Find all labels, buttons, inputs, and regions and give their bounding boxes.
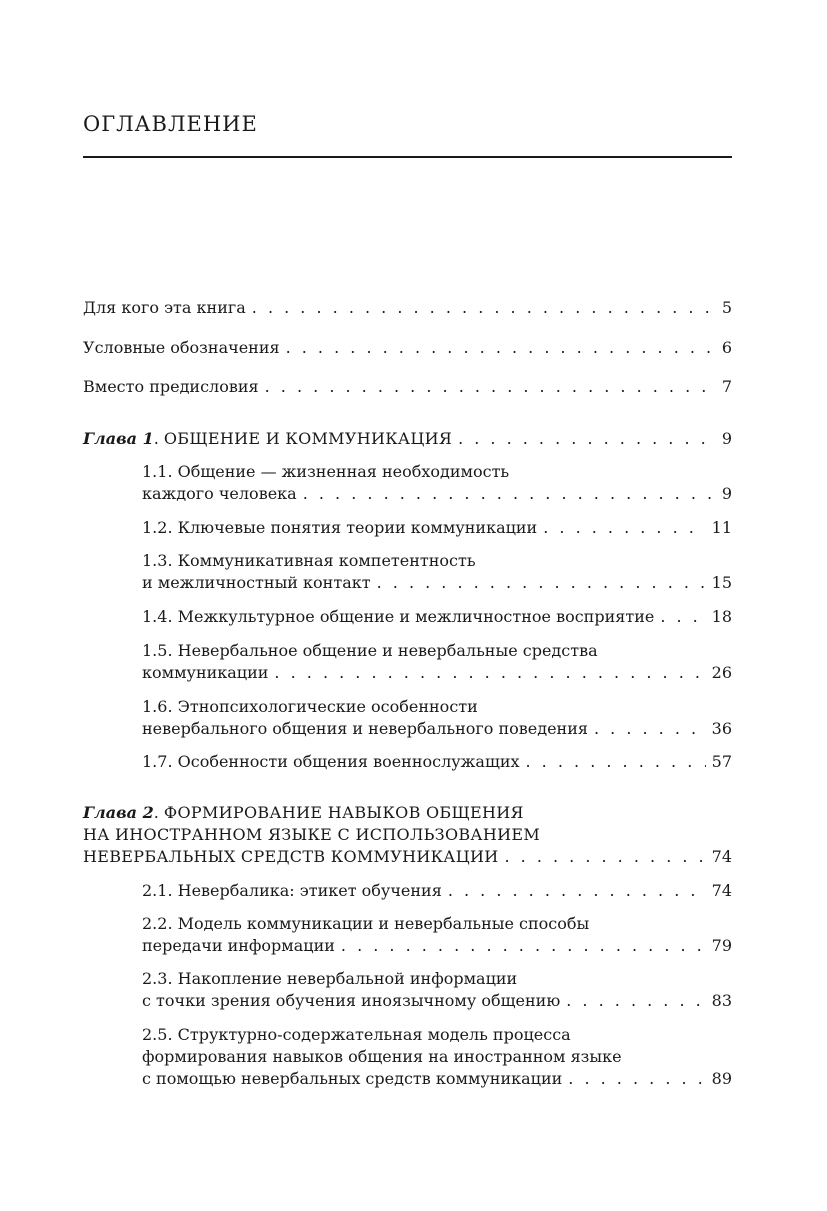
toc-entry-title: Условные обозначения — [83, 338, 280, 357]
toc-entry-page: 5 — [721, 298, 732, 317]
toc-entry-page: 79 — [711, 936, 732, 955]
chapter-title: ФОРМИРОВАНИЕ НАВЫКОВ ОБЩЕНИЯ — [163, 803, 524, 822]
toc-section-2-1[interactable] — [142, 880, 732, 902]
section-title-line: 1.3. Коммуникативная компетентность — [142, 551, 476, 570]
toc-entry-page: 74 — [711, 847, 732, 866]
dot-leader — [568, 1068, 705, 1090]
title-rule — [83, 156, 732, 158]
toc-entry-page: 74 — [711, 881, 732, 900]
toc-section-1-6[interactable] — [142, 696, 732, 740]
page-title: ОГЛАВЛЕНИЕ — [83, 112, 258, 136]
toc-section-1-7[interactable] — [142, 751, 732, 773]
toc-entry-front[interactable] — [83, 297, 732, 319]
dot-leader — [543, 517, 705, 539]
section-title-line: каждого человека — [142, 484, 297, 503]
section-title-line: 1.1. Общение — жизненная необходимость — [142, 462, 510, 481]
toc-chapter-1[interactable]: Глава 1. ОБЩЕНИЕ И КОММУНИКАЦИЯ . . . 9 — [83, 428, 732, 450]
section-title-line: 1.2. Ключевые понятия теории коммуникации — [142, 518, 538, 537]
dot-leader — [526, 751, 706, 773]
chapter-title: ОБЩЕНИЕ И КОММУНИКАЦИЯ — [163, 429, 453, 448]
toc-entry-page: 11 — [711, 518, 732, 537]
chapter-title: НА ИНОСТРАННОМ ЯЗЫКЕ С ИСПОЛЬЗОВАНИЕМ — [83, 825, 541, 844]
section-title-line: 2.5. Структурно-содержательная модель процесса — [142, 1025, 571, 1044]
toc-entry-page: 83 — [711, 991, 732, 1010]
toc-entry-front[interactable] — [83, 337, 732, 359]
toc-entry-front[interactable] — [83, 376, 732, 398]
dot-leader — [594, 718, 706, 740]
toc-section-2-2[interactable] — [142, 913, 732, 957]
dot-leader — [252, 297, 716, 319]
section-title-line: невербального общения и невербального поведения — [142, 719, 588, 738]
toc-entry-page: 36 — [711, 719, 732, 738]
toc-entry-title: Вместо предисловия — [83, 377, 259, 396]
dot-leader — [660, 606, 705, 628]
toc-entry-page: 57 — [711, 752, 732, 771]
section-title-line: 1.5. Невербальное общение и невербальные средства — [142, 641, 598, 660]
dot-leader — [448, 880, 706, 902]
section-title-line: с точки зрения обучения иноязычному общению — [142, 991, 561, 1010]
toc-section-1-5[interactable] — [142, 640, 732, 684]
toc-entry-page: 9 — [721, 484, 732, 503]
toc-section-1-4[interactable] — [142, 606, 732, 628]
dot-leader — [566, 990, 705, 1012]
dot-leader — [341, 935, 706, 957]
toc-entry-page: 18 — [711, 607, 732, 626]
section-title-line: 1.6. Этнопсихологические особенности — [142, 697, 478, 716]
section-title-line: 1.4. Межкультурное общение и межличностное восприятие — [142, 607, 655, 626]
toc-entry-page: 15 — [711, 573, 732, 592]
section-title-line: передачи информации — [142, 936, 335, 955]
toc-section-1-1[interactable] — [142, 461, 732, 505]
chapter-label: Глава 1 — [83, 429, 154, 448]
toc-section-1-2[interactable] — [142, 517, 732, 539]
toc-section-1-3[interactable] — [142, 550, 732, 594]
dot-leader — [303, 483, 716, 505]
dot-leader — [377, 572, 706, 594]
section-title-line: 1.7. Особенности общения военнослужащих — [142, 752, 520, 771]
section-title-line: формирования навыков общения на иностранном языке — [142, 1047, 622, 1066]
dot-leader — [504, 846, 705, 868]
toc-entry-page: 9 — [721, 429, 732, 448]
toc-entry-page: 6 — [721, 338, 732, 357]
section-title-line: с помощью невербальных средств коммуникации — [142, 1069, 563, 1088]
dot-leader — [286, 337, 716, 359]
section-title-line: 2.1. Невербалика: этикет обучения — [142, 881, 442, 900]
toc-section-2-3[interactable] — [142, 968, 732, 1012]
section-title-line: 2.3. Накопление невербальной информации — [142, 969, 518, 988]
toc-entry-page: 89 — [711, 1069, 732, 1088]
toc-section-2-5[interactable] — [142, 1024, 732, 1090]
section-title-line: коммуникации — [142, 663, 269, 682]
toc-chapter-2[interactable]: Глава 2. ФОРМИРОВАНИЕ НАВЫКОВ ОБЩЕНИЯ НА ИНОСТРАННОМ ЯЗЫКЕ С ИСПОЛЬЗОВАНИЕМ НЕВЕРБАЛЬНЫХ СРЕДСТВ КОММУНИКАЦИИ . . . 74 — [83, 802, 732, 868]
section-title-line: и межличностный контакт — [142, 573, 371, 592]
toc-entry-title: Для кого эта книга — [83, 298, 246, 317]
dot-leader — [458, 428, 716, 450]
toc-entry-page: 7 — [721, 377, 732, 396]
chapter-title: НЕВЕРБАЛЬНЫХ СРЕДСТВ КОММУНИКАЦИИ — [83, 847, 499, 866]
toc-entry-page: 26 — [711, 663, 732, 682]
section-title-line: 2.2. Модель коммуникации и невербальные способы — [142, 914, 590, 933]
dot-leader — [274, 662, 705, 684]
chapter-label: Глава 2 — [83, 803, 154, 822]
dot-leader — [265, 376, 716, 398]
